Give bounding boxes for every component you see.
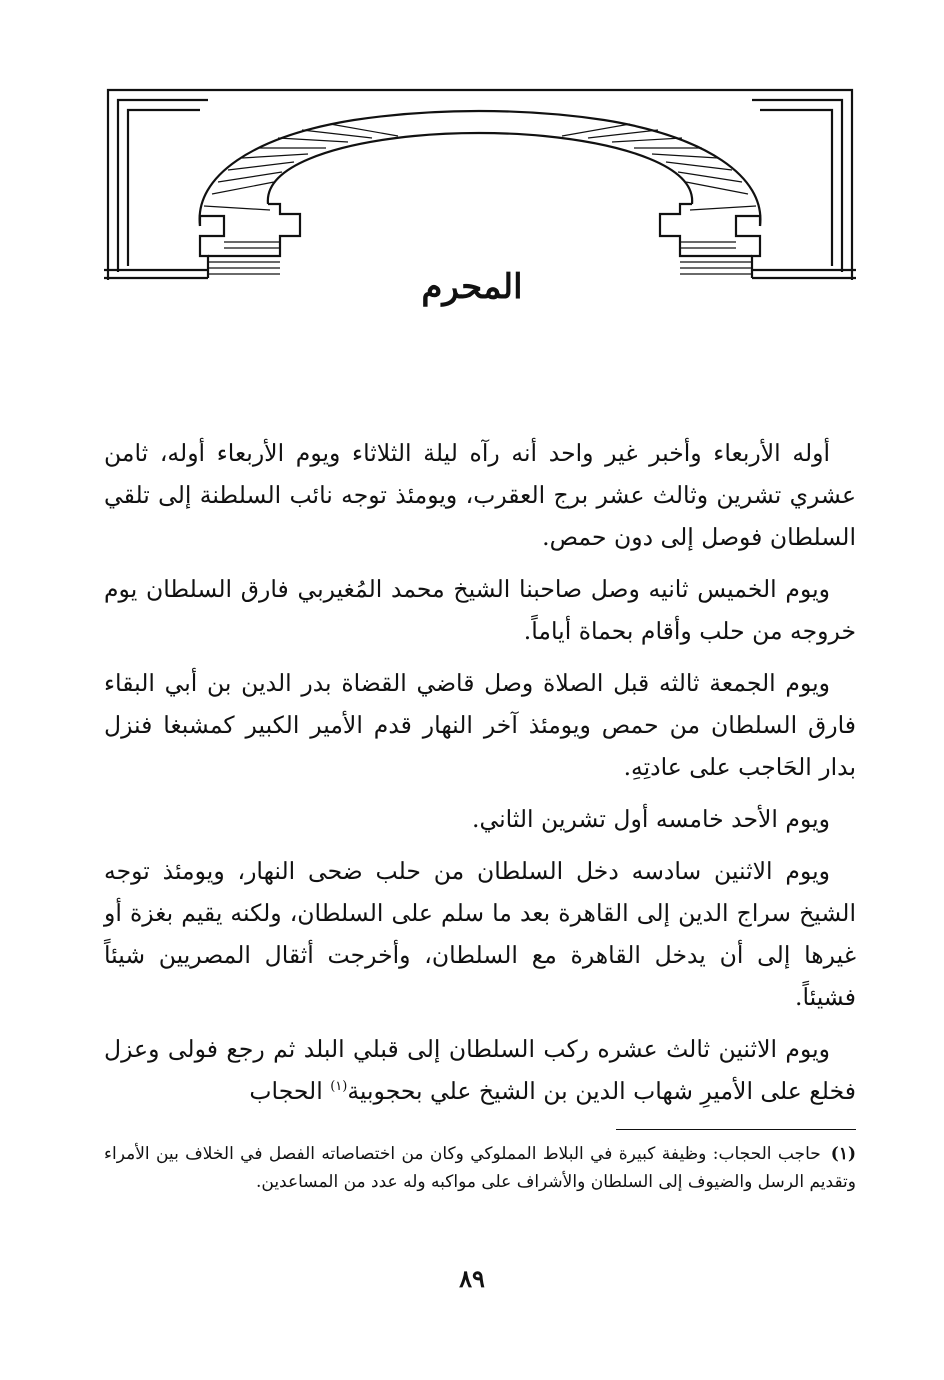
chapter-title: المحرم	[421, 267, 523, 307]
paragraph-text-tail: الحجاب	[249, 1077, 331, 1105]
paragraph: ويوم الجمعة ثالثه قبل الصلاة وصل قاضي القضاة بدر الدين بن أبي البقاء فارق السلطان من حمص ويومئذ آخر النهار قدم الأمير الكبير كمشبغا فنزل بدار الحَاجب على عادتِهِ.	[104, 669, 856, 781]
arch-header-ornament-icon	[104, 86, 856, 282]
paragraph: ويوم الخميس ثانيه وصل صاحبنا الشيخ محمد المُغيربي فارق السلطان يوم خروجه من حلب وأقام بحماة أياماً.	[104, 575, 856, 645]
paragraph: ويوم الأحد خامسه أول تشرين الثاني.	[472, 805, 830, 833]
footnote-marker: (١)	[830, 1144, 856, 1164]
body-text	[104, 432, 856, 1122]
paragraph-text: ويوم الاثنين ثالث عشره ركب السلطان إلى قبلي البلد ثم رجع فولى وعزل فخلع على الأميرِ شهاب الدين بن الشيخ علي بحجوبية	[104, 1035, 856, 1105]
footnote-reference[interactable]: (١)	[330, 1079, 348, 1095]
footnote	[104, 1140, 856, 1196]
footnote-text: حاجب الحجاب: وظيفة كبيرة في البلاط المملوكي وكان من اختصاصاته الفصل في الخلاف بين الأمراء وتقديم الرسل والضيوف إلى السلطان والأشراف على مواكبه وله عدد من المساعدين.	[104, 1144, 856, 1192]
paragraph-last	[104, 1028, 856, 1112]
page-number: ٨٩	[459, 1264, 485, 1293]
footnote-divider	[616, 1129, 856, 1130]
paragraph: أوله الأربعاء وأخبر غير واحد أنه رآه ليلة الثلاثاء ويوم الأربعاء أوله، ثامن عشري تشرين وثالث عشر برج العقرب، ويومئذ توجه نائب السلطنة إلى تلقي السلطان فوصل إلى دون حمص.	[104, 439, 856, 551]
paragraph: ويوم الاثنين سادسه دخل السلطان من حلب ضحى النهار، ويومئذ توجه الشيخ سراج الدين إلى القاهرة بعد ما سلم على السلطان، ولكنه يقيم بغزة أو غيرها إلى أن يدخل القاهرة مع السلطان، وأخرجت أثقال المصريين شيئاً فشيئاً.	[104, 857, 856, 1011]
